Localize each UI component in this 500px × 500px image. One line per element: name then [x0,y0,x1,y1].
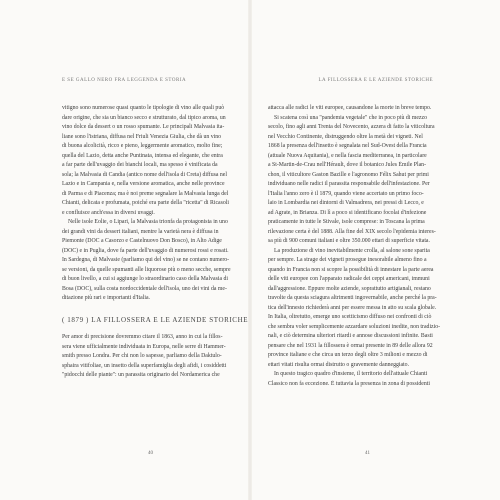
text-line: Per amor di precisione dovremmo citare il 1863, anno in cui la fillos- [62,334,223,340]
text-line: l'Italia l'anno zero è il 1879, quando viene accertato un primo foco- [268,190,424,197]
text-line: "pidocchi delle piante": un parassita originario del Nordamerica che [62,372,220,378]
running-head-left: E SE GALLO NERO FRA LEGGENDA E STORIA [62,78,187,83]
text-line: Bosa (DOC), sulla costa nordoccidentale dell'isola, uno dei vini da me- [62,285,227,292]
text-line: sola; la Malvasia di Candia (antico nome dell'isola di Creta) diffusa nel [62,171,227,178]
text-line: dall'aggressione. Eppure molte aziende, soprattutto artigianali, restano [268,285,431,292]
right-paragraphs-second [268,247,442,390]
text-line: province italiane e che circa un terzo degli oltre 3 milioni e mezzo di [268,352,428,358]
text-line: sphaira vitifoliae, un insetto della superfamiglia degli afidi, i cosiddetti [62,362,227,369]
text-line: Piemonte (DOC a Casorzo e Castelnuovo Don Bosco), in Alto Adige [62,238,222,244]
page-number-left: 40 [148,451,153,456]
text-line: di Parma e di Piacenza; ma è noi preme segnalare la Malvasia lunga del [62,190,229,197]
text-line: dei grandi vini da dessert italiani, mentre la varietà nera è diffusa in [62,228,219,235]
text-line: Lazio e in Campania e, nella versione aromatica, anche nelle province [62,181,225,187]
text-line: e confluisce anch'essa in diversi uvaggi. [62,209,155,216]
text-line: nali, e ciò determina ulteriori ritardi e annose discussioni infinite. Basti [268,333,433,339]
text-line: nel Vecchio Continente, distruggendo oltre la metà dei vigneti. Nel [268,133,423,140]
text-line: (attuale Nuova Aquitania), e nella fascia mediterranea, in particolare [268,152,427,159]
text-line: Chianti, delicata e profumata, poiché era parte della "ricetta" di Ricasoli [62,200,229,206]
right-page-body [268,104,442,389]
text-line: vino dolce da dessert o un rosso spumante. Le principali Malvasia ita- [62,124,225,130]
text-line: per sempre. La strage dei vigneti prosegue inesorabile almeno fino a [268,257,427,263]
text-line: liane sono l'istriana, diffusa nel Friuli Venezia Giulia, che dà un vino [62,133,222,140]
text-line: a St-Martin-de-Crau nell'Hérault, dove il botanico Jules Émile Plan- [268,162,427,168]
text-line: tica dell'innesto richiederà anni per essere messa in atto su scala globale. [268,304,437,311]
text-line: di buon livello, a cui si aggiunge lo straordinario caso della Malvasia di [62,276,228,282]
text-line: travolte da questa sciagura altrimenti ingovernabile, anche perché la pra- [268,295,437,301]
text-line: che sembra voler semplicemente azzardare soluzioni inedite, non tradizio- [268,323,441,330]
text-line: attacca alle radici le viti europee, causandone la morte in breve tempo. [268,105,432,111]
text-line: In questo tragico quadro d'insieme, il territorio dell'attuale Chianti [274,371,428,377]
text-line: laio in Lombardia nei dintorni di Valmadrera, nei pressi di Lecco, e [268,200,424,206]
text-line: In Italia, oltretutto, emerge uno scetticismo diffuso nei confronti di ciò [268,314,432,320]
text-line: In Sardegna, di Malvasie (parliamo qui del vino) se ne contano numero- [62,257,230,263]
running-head-right: LA FILLOSSERA E LE AZIENDE STORICHE [318,78,433,83]
text-line: praticamente in tutte le Stivale, isole comprese: in Toscana la prima [268,219,425,225]
right-paragraphs-first [268,104,442,247]
text-line: Si scatena così una "pandemia vegetale" che in poco più di mezzo [274,114,427,121]
text-line: La produzione di vino inevitabilmente crolla, al salone sone sparita [274,247,430,254]
text-line: ettari vitati risulta ormai distrutto o gravemente danneggiato. [268,361,410,368]
text-line: dare origine, che sia un bianco secco e strutturato, dal tipico aroma, un [62,114,226,121]
text-line: quella del Lazio, detta anche Puntinata, intensa ed elegante, che entra [62,152,223,159]
text-line: Nelle isole Eolie, o Lipari, la Malvasia trionfa da protagonista in uno [68,219,228,225]
text-line: sa più di 900 comuni italiani e oltre 350.000 ettari di superficie vitata. [268,238,430,244]
text-line: delle viti europee con l'apparato radicale dei ceppi americani, immuni [268,276,430,282]
text-line: ditazione più rari e importanti d'Italia. [62,295,150,301]
text-line: secolo, fino agli anni Trenta del Novecento, azzera di fatto la viticoltura [268,124,435,130]
section-title: ( 1879 ) LA FILLOSSERA E LE AZIENDE STORICHE [62,315,249,324]
text-line: sera viene ufficialmente individuata in Europa, nelle serre di Hammer- [62,343,226,350]
left-section-paragraph [62,333,236,381]
left-page-body [62,104,249,381]
text-line: chon, il viticultore Gaston Bazille e l'agronomo Félix Sahut per primi [268,171,429,178]
left-paragraphs [62,104,236,304]
page-number-right: 41 [365,451,370,456]
text-line: (DOC) e in Puglia, dove fa parte dell'uvaggio di numerosi rossi e rosati. [62,247,229,254]
text-line: se versioni, da quelle spumanti alle liquorose più o meno secche, sempre [62,266,231,273]
text-line: rilevazione certa è del 1888. Alla fine del XIX secolo l'epidemia interes- [268,228,436,235]
text-line: di buona alcolicità, ricco e pieno, leggermente aromatico, molto fine; [62,143,223,149]
text-line: pensare che nel 1931 la fillossera è ormai presente in 89 delle allora 92 [268,342,433,349]
text-line: a far parte dell'uvaggio dei bianchi locali, ma spesso è vinificata da [62,162,218,168]
text-line: vitigno sono numerose quasi quanto le tipologie di vino alle quali può [62,105,225,111]
text-line: individuano nelle radici il parassita responsabile dell'infestazione. Per [268,181,430,187]
text-line: quando in Francia non si scopre la possibilità di innestare la parte aerea [268,266,434,273]
right-page [250,0,500,500]
text-line: 1868 la presenza dell'insetto è segnalata nel Sud-Ovest della Francia [268,143,427,149]
text-line: Classico non fa eccezione. È tuttavia la presenza in zona di possidenti [268,380,430,387]
text-line: smith presso Londra. Per chi non lo sapesse, parliamo della Daktulo- [62,353,222,359]
text-line: ad Agrate, in Brianza. Di lì a poco si identificano focolai d'infezione [268,209,427,216]
